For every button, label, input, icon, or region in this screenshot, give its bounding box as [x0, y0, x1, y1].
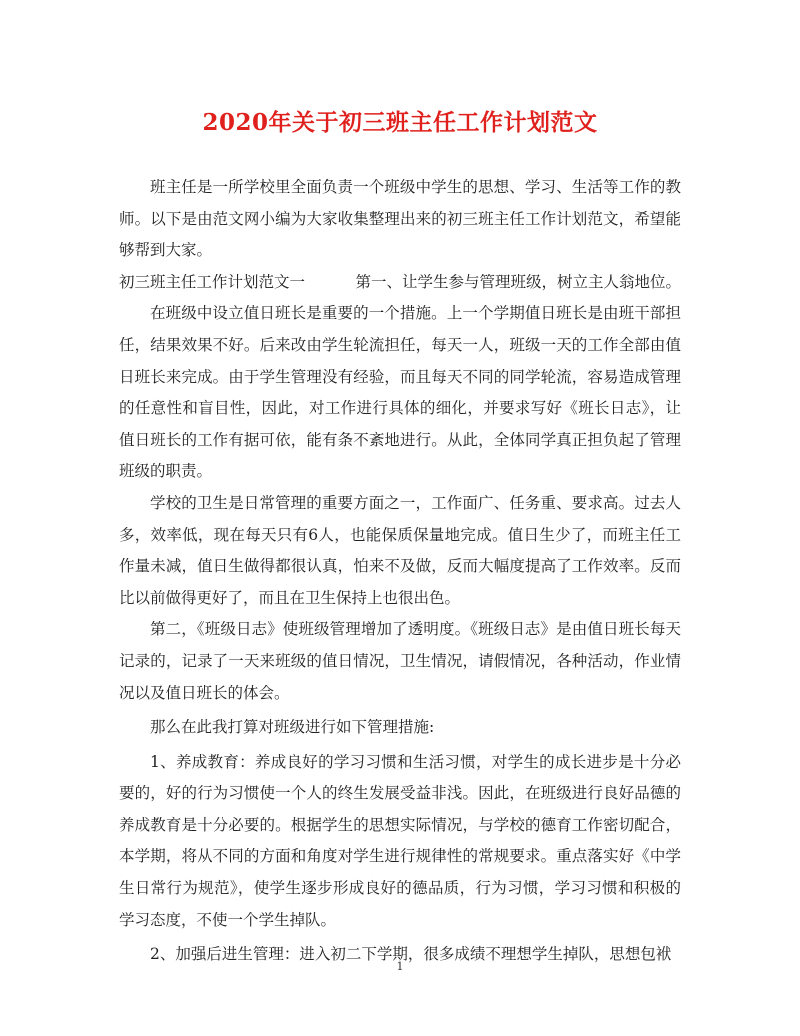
page-number: 1 — [396, 960, 404, 973]
intro-paragraph: 班主任是一所学校里全面负责一个班级中学生的思想、学习、生活等工作的教师。以下是由范文网小编为大家收集整理出来的初三班主任工作计划范文，希望能够帮到大家。 — [119, 178, 681, 260]
document-title: 2020年关于初三班主任工作计划范文 — [202, 109, 598, 136]
paragraph-class-log: 第二，《班级日志》使班级管理增加了透明度。《班级日志》是由值日班长每天记录的，记录了一天来班级的值日情况，卫生情况，请假情况，各种活动，作业情况以及值日班长的体会。 — [119, 620, 681, 702]
section-point: 第一、让学生参与管理班级，树立主人翁地位。 — [355, 272, 681, 291]
paragraph-habit-education: 1、养成教育：养成良好的学习习惯和生活习惯，对学生的成长进步是十分必要的，好的行为习惯使一个人的终生发展受益非浅。因此，在班级进行良好品德的养成教育是十分必要的。根据学生的思想实际情况，与学校的德育工作密切配合，本学期，将从不同的方面和角度对学生进行规律性的常规要求。重点落实好《中学生日常行为规范》，使学生逐步形成良好的德品质，行为习惯，学习习惯和积极的学习态度，不使一个学生掉队。 — [119, 752, 681, 929]
paragraph-lagging-students: 2、加强后进生管理：进入初二下学期，很多成绩不理想学生掉队，思想包袱 — [150, 945, 672, 964]
document-body — [119, 172, 681, 971]
section-label: 初三班主任工作计划范文一 — [119, 272, 306, 291]
paragraph-measures-intro: 那么在此我打算对班级进行如下管理措施: — [150, 718, 435, 737]
paragraph-hygiene: 学校的卫生是日常管理的重要方面之一，工作面广、任务重、要求高。过去人多，效率低，现在每天只有6人，也能保质保量地完成。值日生少了，而班主任工作量未减，值日生做得都很认真，怕来不及做，反而大幅度提高了工作效率。反而比以前做得更好了，而且在卫生保持上也很出色。 — [119, 493, 681, 607]
section-heading — [119, 267, 681, 299]
paragraph-duty-monitor: 在班级中设立值日班长是重要的一个措施。上一个学期值日班长是由班干部担任，结果效果不好。后来改由学生轮流担任，每天一人，班级一天的工作全部由值日班长来完成。由于学生管理没有经验，而且每天不同的同学轮流，容易造成管理的任意性和盲目性，因此，对工作进行具体的细化，并要求写好《班长日志》，让值日班长的工作有据可依，能有条不紊地进行。从此，全体同学真正担负起了管理班级的职责。 — [119, 304, 681, 481]
